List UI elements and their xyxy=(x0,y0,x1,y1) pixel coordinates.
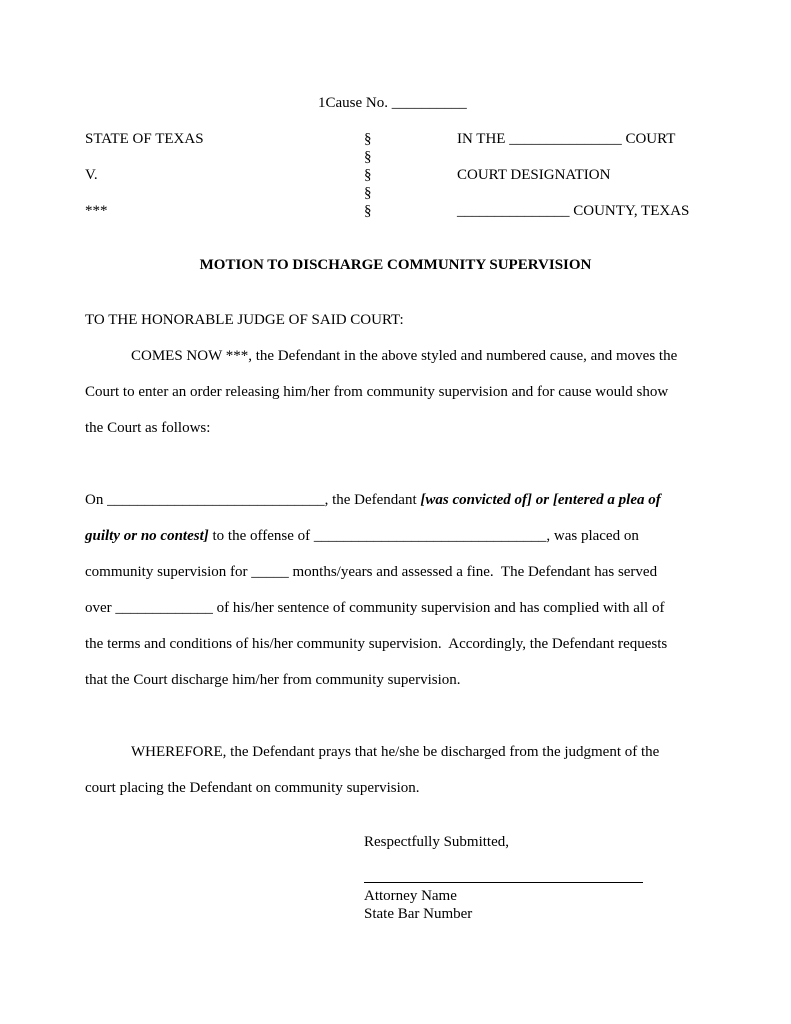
prayer-line-2: court placing the Defendant on community supervision. xyxy=(85,780,420,796)
cause-number-label: 1Cause No. xyxy=(318,95,392,111)
intro-line-3: the Court as follows: xyxy=(85,420,211,436)
facts-line-2 xyxy=(85,527,639,545)
document-title: MOTION TO DISCHARGE COMMUNITY SUPERVISION xyxy=(199,257,592,273)
facts-line-6: that the Court discharge him/her from community supervision. xyxy=(85,672,461,688)
signature-line xyxy=(364,882,643,883)
signature-closing: Respectfully Submitted, xyxy=(364,834,509,850)
facts-line-4: over _____________ of his/her sentence of community supervision and has complied with all of xyxy=(85,600,665,616)
caption-county-line: _______________ COUNTY, TEXAS xyxy=(457,203,690,219)
cause-number-blank[interactable]: __________ xyxy=(391,95,467,111)
facts-line-1-bold-option: [was convicted of] or [entered a plea of xyxy=(420,492,661,508)
caption-court-designation: COURT DESIGNATION xyxy=(457,167,611,183)
facts-line-3: community supervision for _____ months/years and assessed a fine. The Defendant has served xyxy=(85,564,658,580)
facts-line-1-text: On _____________________________, the Defendant xyxy=(85,492,421,508)
state-bar-number: State Bar Number xyxy=(364,906,473,922)
facts-line-2-bold-option: guilty or no contest] xyxy=(85,528,209,544)
section-mark: § xyxy=(364,131,372,147)
intro-line-1: COMES NOW ***, the Defendant in the above styled and numbered cause, and moves the xyxy=(131,348,678,364)
attorney-name: Attorney Name xyxy=(364,888,457,904)
facts-line-2-text: to the offense of _______________________________, was placed on xyxy=(208,528,639,544)
caption-court-line: IN THE _______________ COURT xyxy=(457,131,676,147)
caption-versus: V. xyxy=(85,167,98,183)
cause-number-line xyxy=(318,94,467,112)
salutation: TO THE HONORABLE JUDGE OF SAID COURT: xyxy=(85,312,404,328)
caption-party-state: STATE OF TEXAS xyxy=(85,131,204,147)
facts-line-5: the terms and conditions of his/her community supervision. Accordingly, the Defendant requests xyxy=(85,636,668,652)
prayer-line-1: WHEREFORE, the Defendant prays that he/she be discharged from the judgment of the xyxy=(131,744,660,760)
section-mark: § xyxy=(364,167,372,183)
section-mark: § xyxy=(364,149,372,165)
section-mark: § xyxy=(364,203,372,219)
facts-line-1 xyxy=(85,491,661,509)
intro-line-2: Court to enter an order releasing him/her from community supervision and for cause would show xyxy=(85,384,669,400)
caption-defendant-placeholder: *** xyxy=(85,203,108,219)
section-mark: § xyxy=(364,185,372,201)
